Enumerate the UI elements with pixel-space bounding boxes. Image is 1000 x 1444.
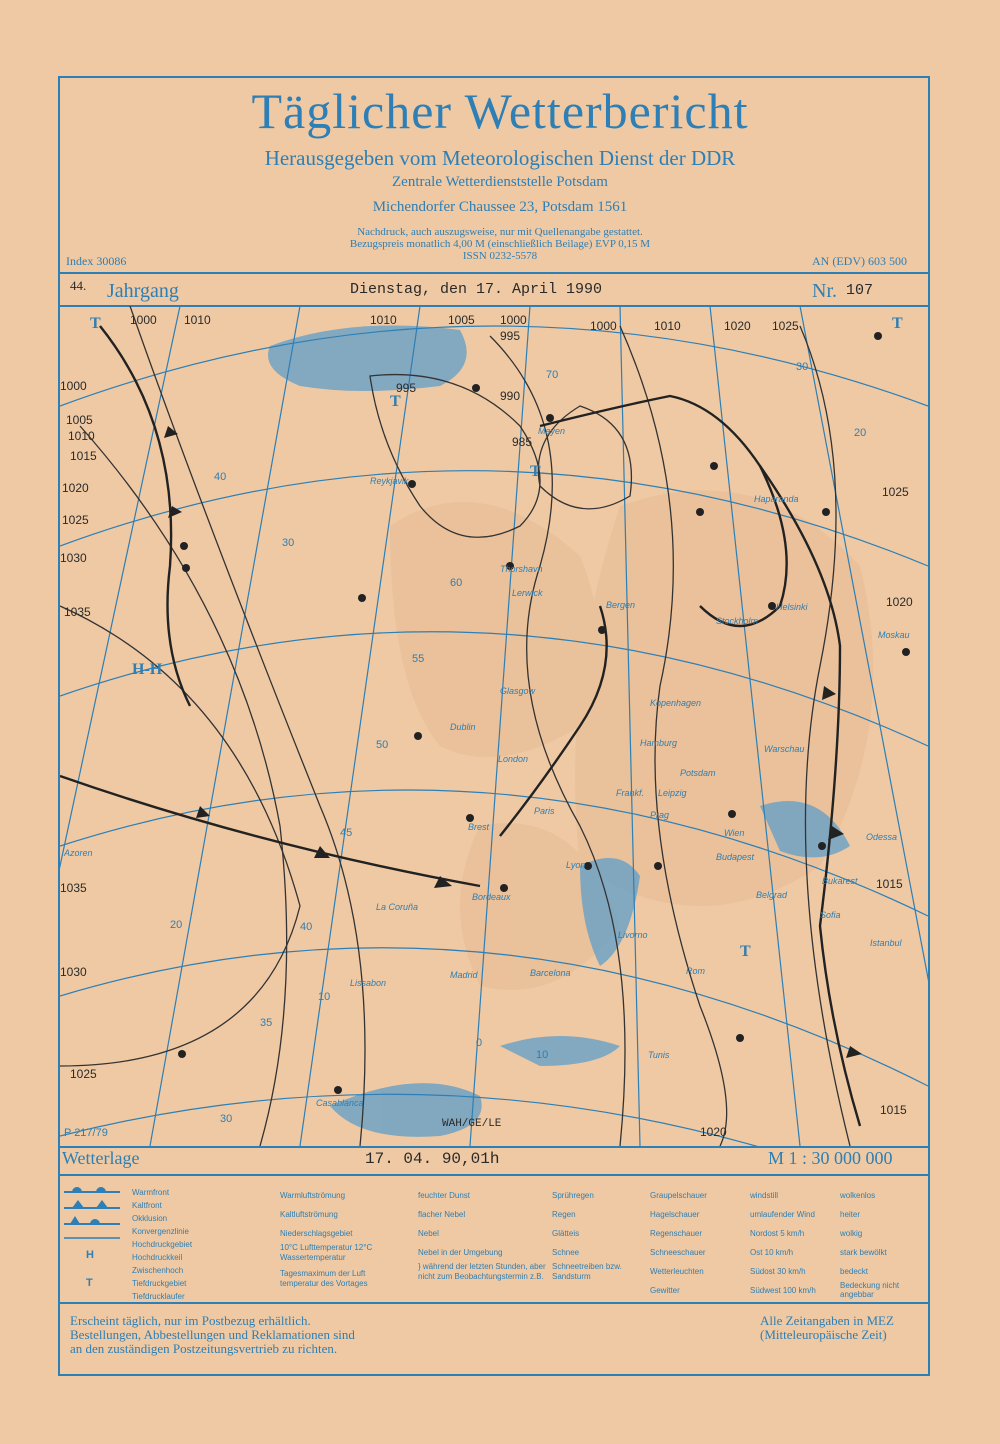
svg-text:995: 995 xyxy=(396,381,417,395)
legend-col2 xyxy=(280,1186,390,1289)
svg-text:20: 20 xyxy=(170,919,183,931)
svg-text:Prag: Prag xyxy=(650,810,670,820)
svg-text:Lyon: Lyon xyxy=(566,860,586,870)
svg-text:Budapest: Budapest xyxy=(716,852,755,862)
wetterlage-time: 17. 04. 90,01h xyxy=(365,1150,500,1168)
legend-wetterleuchten: Wetterleuchten xyxy=(650,1267,704,1276)
svg-text:1035: 1035 xyxy=(64,605,91,619)
svg-text:995: 995 xyxy=(500,329,521,343)
legend-hoch: Hochdruckgebiet Hochdruckkeil Zwischenhoch xyxy=(132,1240,193,1275)
svg-text:1000: 1000 xyxy=(500,313,527,327)
footer-divider xyxy=(58,1302,930,1304)
svg-text:990: 990 xyxy=(500,389,521,403)
svg-text:45: 45 xyxy=(340,827,353,839)
svg-text:30: 30 xyxy=(220,1113,233,1125)
svg-text:1020: 1020 xyxy=(724,319,751,333)
svg-text:1025: 1025 xyxy=(882,485,909,499)
svg-text:Belgrad: Belgrad xyxy=(756,890,788,900)
svg-text:1015: 1015 xyxy=(876,877,903,891)
svg-text:Hamburg: Hamburg xyxy=(640,738,678,748)
legend-bedeckt: bedeckt xyxy=(840,1267,869,1276)
legend-nebel-umgebung: Nebel in der Umgebung xyxy=(418,1248,503,1257)
legend-col7 xyxy=(840,1186,926,1299)
footer-time-note-2: (Mitteleuropäische Zeit) xyxy=(760,1327,887,1342)
legend-hagel: Hagelschauer xyxy=(650,1210,700,1219)
svg-text:1035: 1035 xyxy=(60,881,87,895)
svg-text:10: 10 xyxy=(536,1049,549,1061)
an-code: AN (EDV) 603 500 xyxy=(812,254,907,268)
footer-right xyxy=(760,1314,894,1342)
legend-heiter: heiter xyxy=(840,1210,861,1219)
legend-nordost: Nordost 5 km/h xyxy=(750,1229,805,1238)
svg-text:Mayen: Mayen xyxy=(538,426,566,436)
svg-text:985: 985 xyxy=(512,435,533,449)
volume-label: Jahrgang xyxy=(107,280,179,302)
svg-text:Reykjavik: Reykjavik xyxy=(370,476,409,486)
svg-text:Istanbul: Istanbul xyxy=(870,938,902,948)
svg-text:Bergen: Bergen xyxy=(606,600,636,610)
price-text: Bezugspreis monatlich 4,00 M (einschließlich Beilage) EVP 0,15 M xyxy=(349,238,651,250)
legend-letzte-stunden: } während der letzten Stunden, aber nicht zum Beobachtungstermin z.B. xyxy=(418,1262,546,1281)
svg-text:Helsinki: Helsinki xyxy=(776,602,808,612)
svg-text:T: T xyxy=(86,1277,93,1289)
issn-text: ISSN 0232-5578 xyxy=(462,250,538,262)
svg-text:Haparanda: Haparanda xyxy=(754,494,799,504)
svg-text:Rom: Rom xyxy=(686,966,706,976)
svg-text:Barcelona: Barcelona xyxy=(530,968,571,978)
svg-text:T: T xyxy=(530,463,541,480)
legend-konvergenz: Konvergenzlinie xyxy=(132,1227,189,1236)
legend xyxy=(62,1180,928,1301)
legend-tief: Tiefdruckgebiet Tiefdrucklaufer xyxy=(132,1279,187,1301)
svg-text:1010: 1010 xyxy=(370,313,397,327)
svg-text:T: T xyxy=(390,393,401,410)
svg-text:1000: 1000 xyxy=(130,313,157,327)
legend-stark-bewoelkt: stark bewölkt xyxy=(840,1248,887,1257)
svg-text:Bukarest: Bukarest xyxy=(822,876,858,886)
svg-text:Thorshavn: Thorshavn xyxy=(500,564,543,574)
svg-text:70: 70 xyxy=(546,369,559,381)
page-title: Täglicher Wetterbericht xyxy=(251,83,749,139)
legend-col4 xyxy=(552,1186,642,1282)
footer-line-1: Erscheint täglich, nur im Postbezug erhältlich. xyxy=(70,1313,311,1328)
plate-code: P 217/79 xyxy=(64,1127,108,1139)
legend-nicht-angebbar: Bedeckung nicht angebbar xyxy=(840,1281,900,1299)
legend-spruehregen: Sprühregen xyxy=(552,1191,594,1200)
svg-text:1005: 1005 xyxy=(448,313,475,327)
svg-text:T: T xyxy=(90,315,101,332)
svg-text:60: 60 xyxy=(450,577,463,589)
legend-niederschlag: Niederschlagsgebiet xyxy=(280,1229,353,1238)
legend-umlaufend: umlaufender Wind xyxy=(750,1210,815,1219)
svg-text:Warschau: Warschau xyxy=(764,744,805,754)
legend-front-symbols xyxy=(62,1184,122,1296)
svg-text:20: 20 xyxy=(854,427,867,439)
address-line: Michendorfer Chaussee 23, Potsdam 1561 xyxy=(372,199,628,215)
svg-text:Kopenhagen: Kopenhagen xyxy=(650,698,702,708)
legend-warmfront: Warmfront xyxy=(132,1188,170,1197)
legend-gewitter: Gewitter xyxy=(650,1286,680,1295)
svg-text:Stockholm: Stockholm xyxy=(716,616,759,626)
legend-col6 xyxy=(750,1186,816,1300)
svg-text:1025: 1025 xyxy=(772,319,799,333)
svg-text:1005: 1005 xyxy=(66,413,93,427)
legend-regenschauer: Regenschauer xyxy=(650,1229,703,1238)
legend-wolkig: wolkig xyxy=(840,1229,863,1238)
legend-dunst: feuchter Dunst xyxy=(418,1191,471,1200)
svg-text:1025: 1025 xyxy=(70,1067,97,1081)
svg-text:40: 40 xyxy=(300,921,313,933)
svg-text:10: 10 xyxy=(318,991,331,1003)
legend-okklusion: Okklusion xyxy=(132,1214,168,1223)
svg-text:1010: 1010 xyxy=(68,429,95,443)
legend-schnee: Schnee xyxy=(552,1248,580,1257)
svg-text:1000: 1000 xyxy=(590,319,617,333)
reprint-text: Nachdruck, auch auszugsweise, nur mit Quellenangabe gestattet. xyxy=(357,226,643,238)
legend-kaltfront: Kaltfront xyxy=(132,1201,162,1210)
legend-suedost: Südost 30 km/h xyxy=(750,1267,806,1276)
legend-warmluft: Warmluftströmung xyxy=(280,1191,346,1200)
svg-text:Potsdam: Potsdam xyxy=(680,768,716,778)
legend-windstill: windstill xyxy=(750,1191,779,1200)
legend-col5 xyxy=(650,1186,707,1300)
svg-text:Leipzig: Leipzig xyxy=(658,788,687,798)
svg-text:Livorno: Livorno xyxy=(618,930,648,940)
legend-schneeschauer: Schneeschauer xyxy=(650,1248,706,1257)
issue-number: 107 xyxy=(846,282,874,299)
svg-text:Casablanca: Casablanca xyxy=(316,1098,364,1108)
svg-text:T: T xyxy=(740,943,751,960)
svg-text:0: 0 xyxy=(476,1037,483,1049)
svg-text:50: 50 xyxy=(376,739,389,751)
svg-text:1025: 1025 xyxy=(62,513,89,527)
footer-time-note: Alle Zeitangaben in MEZ xyxy=(760,1313,894,1328)
index-label: Index 30086 xyxy=(66,254,127,268)
svg-text:Lissabon: Lissabon xyxy=(350,978,387,988)
svg-text:T: T xyxy=(892,315,903,332)
svg-text:1010: 1010 xyxy=(184,313,211,327)
header-divider xyxy=(58,272,930,274)
svg-text:30: 30 xyxy=(282,537,295,549)
svg-text:Brest: Brest xyxy=(468,822,490,832)
issue-date: Dienstag, den 17. April 1990 xyxy=(350,281,603,298)
svg-text:1015: 1015 xyxy=(880,1103,907,1117)
svg-text:Dublin: Dublin xyxy=(450,722,476,732)
number-label: Nr. xyxy=(812,280,837,302)
volume-number: 44. xyxy=(70,278,87,293)
svg-text:Madrid: Madrid xyxy=(450,970,478,980)
svg-text:Wien: Wien xyxy=(724,828,745,838)
office-line: Zentrale Wetterdienststelle Potsdam xyxy=(392,174,608,190)
svg-text:1030: 1030 xyxy=(60,551,87,565)
svg-text:1020: 1020 xyxy=(886,595,913,609)
svg-text:La Coruña: La Coruña xyxy=(376,902,419,912)
svg-text:Moskau: Moskau xyxy=(878,630,910,640)
svg-text:Frankf.: Frankf. xyxy=(616,788,645,798)
publisher-line: Herausgegeben vom Meteorologischen Dienst der DDR xyxy=(264,146,736,170)
legend-schneetreiben: Schneetreiben bzw. Sandsturm xyxy=(552,1262,622,1281)
svg-text:1015: 1015 xyxy=(70,449,97,463)
legend-ost: Ost 10 km/h xyxy=(750,1248,794,1257)
svg-text:30: 30 xyxy=(796,361,809,373)
svg-text:40: 40 xyxy=(214,471,227,483)
legend-kaltluft: Kaltluftströmung xyxy=(280,1210,338,1219)
legend-glaetteis: Glätteis xyxy=(552,1229,580,1238)
map-scale: M 1 : 30 000 000 xyxy=(768,1148,893,1168)
weather-map xyxy=(60,306,928,1146)
svg-text:Tunis: Tunis xyxy=(648,1050,670,1060)
svg-text:1020: 1020 xyxy=(62,481,89,495)
svg-text:35: 35 xyxy=(260,1017,273,1029)
footer-left xyxy=(70,1314,355,1356)
svg-text:H-H: H-H xyxy=(132,661,163,678)
svg-text:Bordeaux: Bordeaux xyxy=(472,892,511,902)
footer-line-2: Bestellungen, Abbestellungen und Reklamationen sind xyxy=(70,1327,355,1342)
legend-flacher-nebel: flacher Nebel xyxy=(418,1210,466,1219)
legend-wolkenlos: wolkenlos xyxy=(840,1191,876,1200)
legend-divider xyxy=(58,1174,930,1176)
legend-col3 xyxy=(418,1186,548,1282)
svg-text:London: London xyxy=(498,754,529,764)
svg-text:55: 55 xyxy=(412,653,425,665)
svg-text:Odessa: Odessa xyxy=(866,832,898,842)
legend-graupel: Graupelschauer xyxy=(650,1191,707,1200)
svg-text:1030: 1030 xyxy=(60,965,87,979)
svg-text:Azoren: Azoren xyxy=(64,848,93,858)
legend-nebel: Nebel xyxy=(418,1229,439,1238)
legend-tagesmaximum: Tagesmaximum der Luft temperatur des Vortages xyxy=(280,1269,368,1288)
svg-text:Lerwick: Lerwick xyxy=(512,588,543,598)
wetterlage-label: Wetterlage xyxy=(62,1148,140,1168)
svg-text:H: H xyxy=(86,1249,94,1261)
svg-text:Sofia: Sofia xyxy=(820,910,841,920)
legend-regen: Regen xyxy=(552,1210,576,1219)
footer-line-3: an den zuständigen Postzeitungsvertrieb zu richten. xyxy=(70,1341,338,1356)
legend-col1 xyxy=(132,1186,222,1303)
svg-text:Paris: Paris xyxy=(534,806,555,816)
svg-text:1020: 1020 xyxy=(700,1125,727,1139)
map-credit: WAH/GE/LE xyxy=(442,1118,502,1130)
legend-temperatur: 10°C Lufttemperatur 12°C Wassertemperatur xyxy=(280,1243,373,1262)
svg-text:1010: 1010 xyxy=(654,319,681,333)
svg-text:Glasgow: Glasgow xyxy=(500,686,536,696)
svg-text:1000: 1000 xyxy=(60,379,87,393)
legend-suedwest: Südwest 100 km/h xyxy=(750,1286,816,1295)
